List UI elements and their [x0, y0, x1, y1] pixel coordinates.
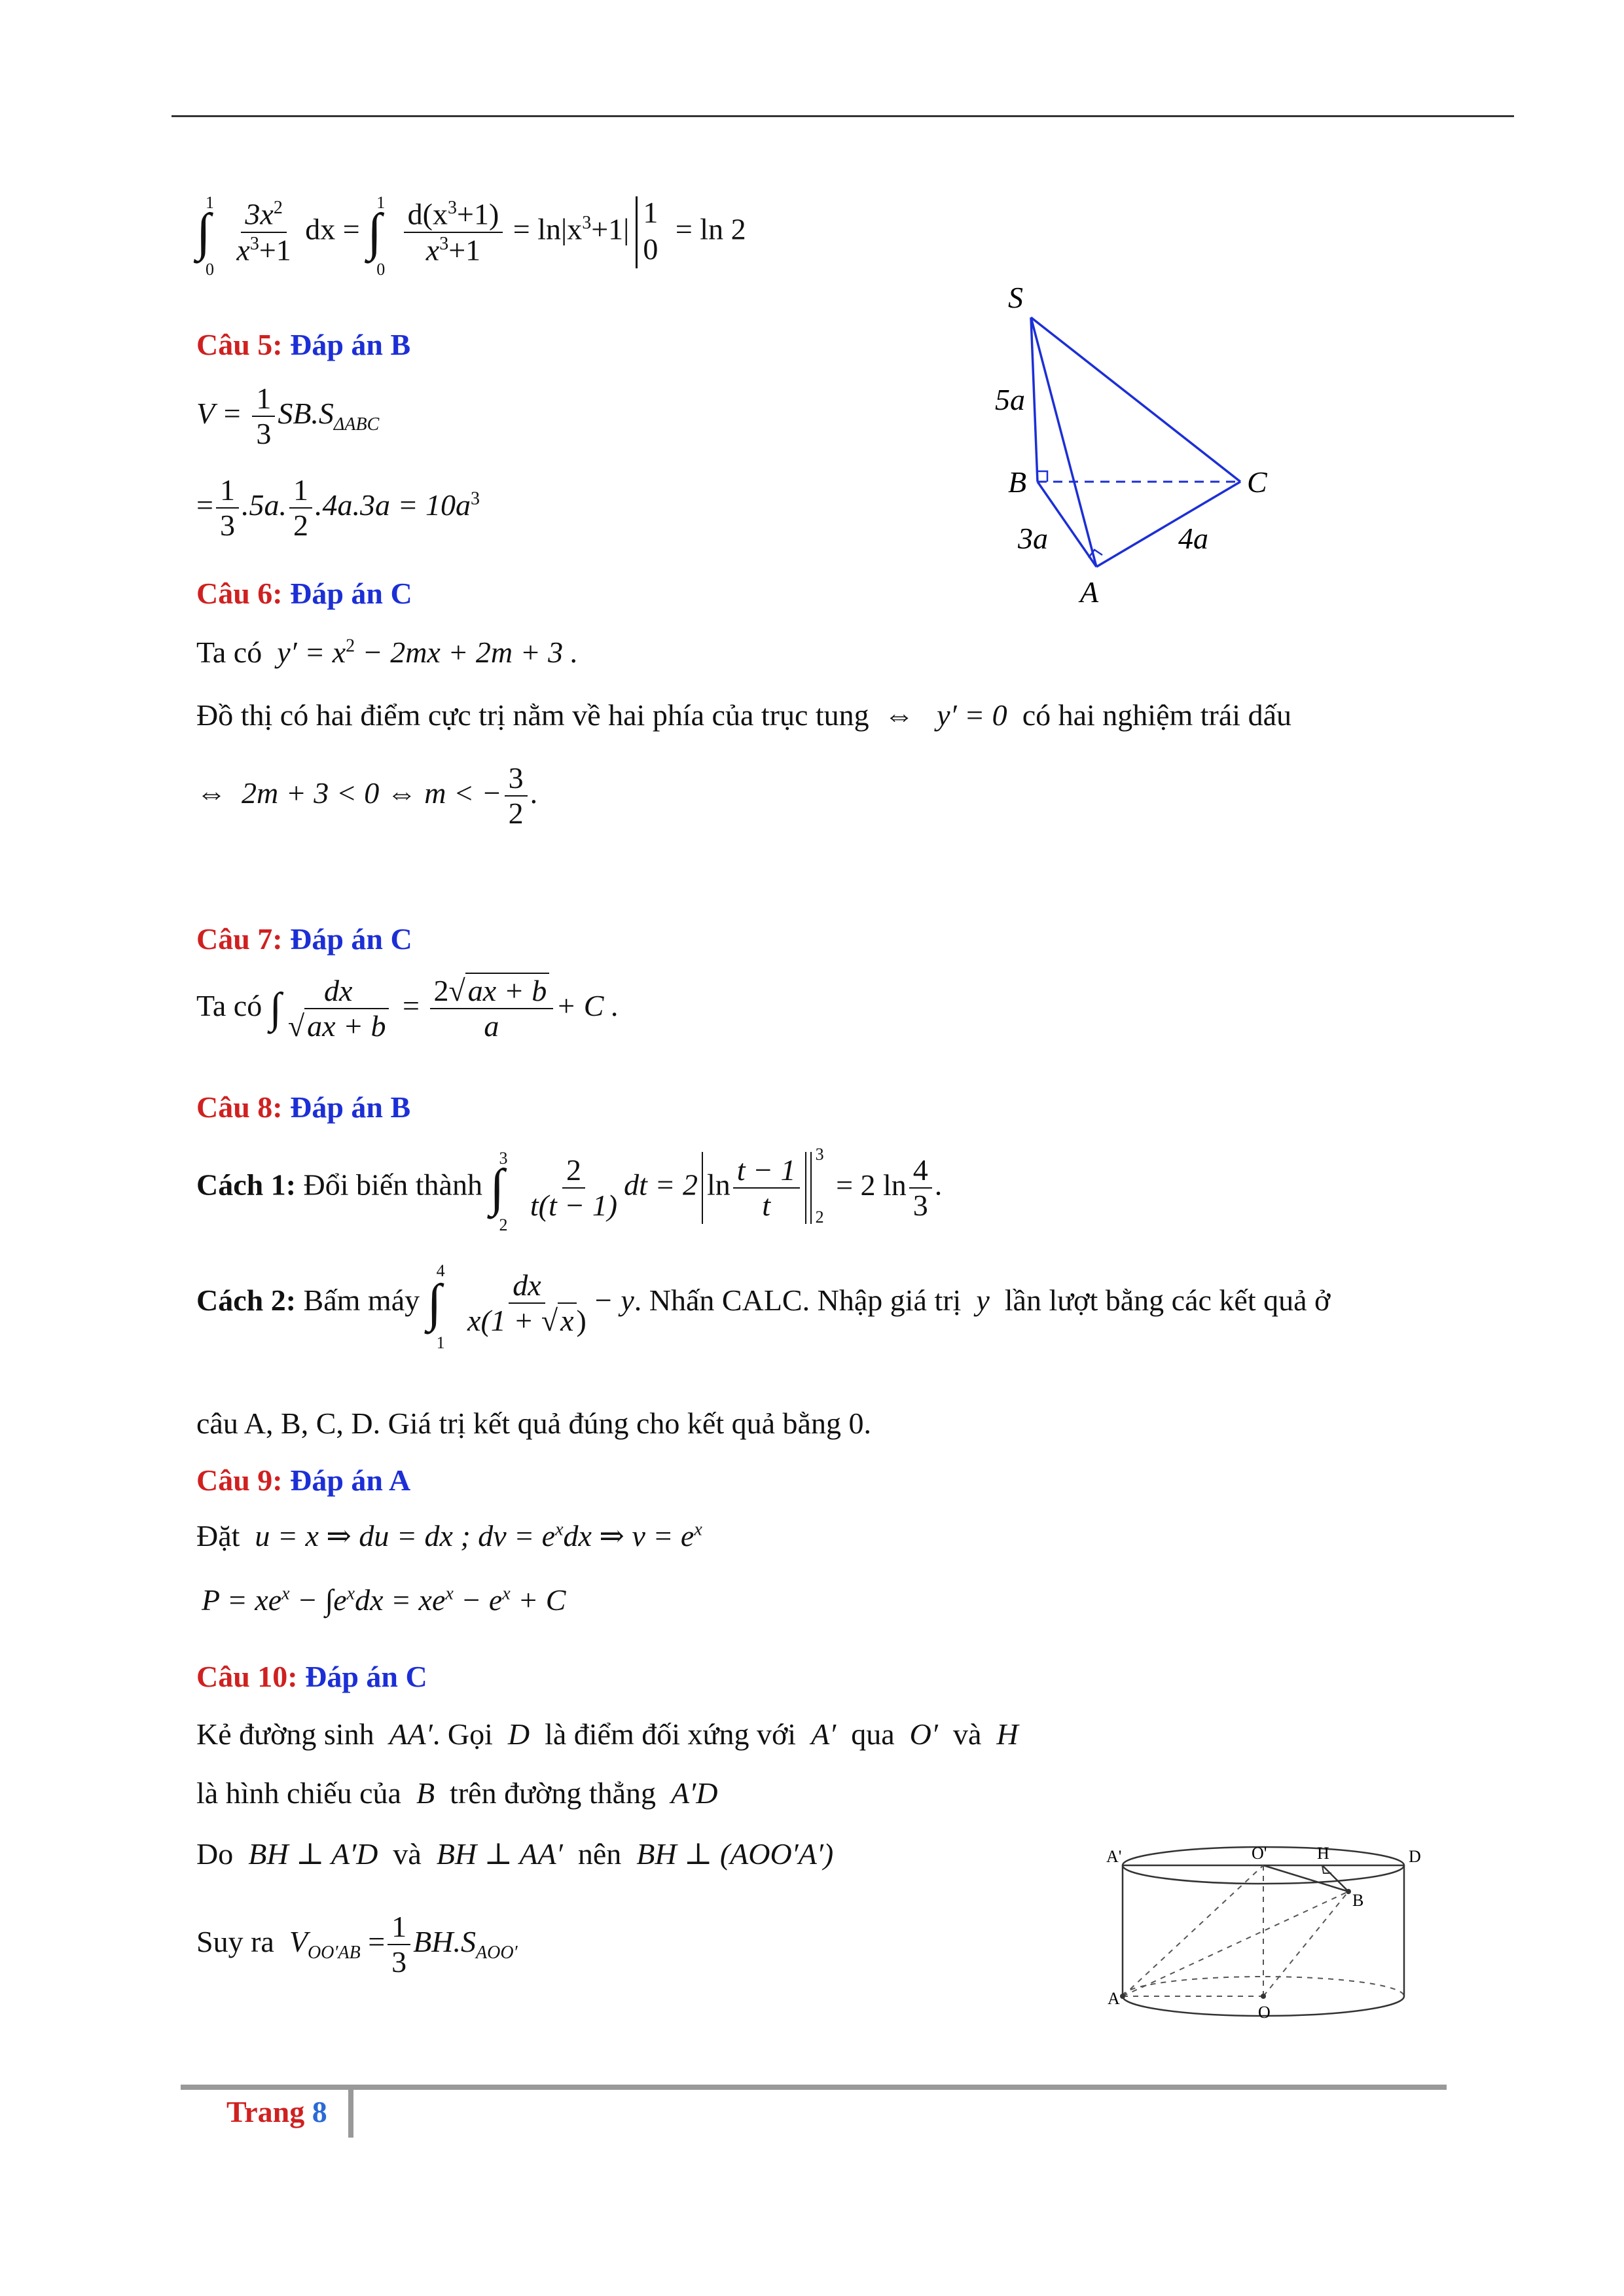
pyramid-figure [982, 275, 1322, 615]
q5-heading: Câu 5: Đáp án B [196, 328, 411, 361]
q10-heading: Câu 10: Đáp án C [196, 1660, 427, 1693]
q5-volume-result: = $\frac{1}{3}$ .5a. $\frac{1}{2}$ $.4a.3a = 10a^3$ [196, 473, 480, 543]
point-B [1346, 1889, 1351, 1894]
point-A [1120, 1994, 1125, 1999]
vertex-B: B [1008, 465, 1027, 499]
q8-method-2-cont: câu A, B, C, D. Giá trị kết quả đúng cho kết quả bằng 0. [196, 1407, 871, 1440]
label-H: H [1317, 1844, 1329, 1863]
edge-AC [1096, 482, 1240, 567]
edge-SC [1031, 317, 1240, 482]
label-B: B [1352, 1891, 1364, 1910]
q10-line-1: Kẻ đường sinh AA′. Gọi D là điểm đối xứng với A′ qua O′ và H [196, 1717, 1019, 1751]
segment-AB [1123, 1892, 1348, 1996]
footer-separator [348, 2088, 353, 2138]
q8-method-1: Cách 1: Đổi biến thành ∫ 3 2 $\frac{2}{t(t - 1)}$ dt = 2 ln $\frac{t - 1}{t}$ 3 2 = 2 ln $\frac{4}{3}$ . [196, 1145, 943, 1234]
q8-method-2: Cách 2: Bấm máy ∫ 4 1 $\frac{dx}{x(1 + √x)}$ − y. Nhấn CALC. Nhập giá trị y lần lượt bằng các kết quả ở [196, 1261, 1331, 1353]
q10-line-3: Do BH ⊥ A′D và BH ⊥ AA′ nên BH ⊥ (AOO′A′) [196, 1837, 834, 1871]
integral-sign: ∫ 1 0 [196, 193, 214, 279]
page-number: Trang 8 [226, 2095, 327, 2128]
q10-line-4: Suy ra $V_{OO'AB}$ = $\frac{1}{3}$ $BH.S_{AOO'}$ [196, 1910, 518, 1979]
label-D: D [1409, 1847, 1421, 1866]
cylinder-figure [1106, 1833, 1460, 2049]
q7-integral: Ta có ∫ $\frac{dx}{√ax + b}$ = $\frac{2√ax + b}{a}$ + C . [196, 974, 619, 1043]
length-SB: 5a [995, 383, 1025, 416]
right-angle-B [1038, 471, 1047, 482]
q9-result: $P = xe^x - \int e^xdx = xe^x - e^x + C$ [202, 1583, 566, 1617]
label-A: A [1108, 1989, 1120, 2008]
vertex-C: C [1247, 465, 1267, 499]
label-O: O [1258, 2003, 1271, 2022]
header-rule [171, 115, 1514, 117]
q5-volume-formula: V = $\frac{1}{3}$ $SB.S_{\Delta ABC}$ [196, 382, 380, 451]
q9-heading: Câu 9: Đáp án A [196, 1463, 411, 1497]
point-O [1261, 1994, 1266, 1999]
q6-condition: Đồ thị có hai điểm cực trị nằm về hai phía của trục tung ⇔ y′ = 0 có hai nghiệm trái dấu [196, 698, 1291, 732]
segment-AO [1123, 1865, 1263, 1996]
label-Ap: A' [1106, 1847, 1122, 1866]
integral-equation: ∫ 1 0 $\frac{3x^2}{x^3+1}$ dx = ∫ 1 0 $\frac{d(x^3+1)}{x^3+1}$ = $\ln|x^3+1|$ 1 0 = ln 2 [196, 193, 746, 279]
q6-result: ⇔ 2m + 3 < 0 ⇔ m < − $\frac{3}{2}$ . [196, 761, 538, 831]
label-Op: O' [1252, 1844, 1267, 1863]
vertex-S: S [1008, 281, 1023, 314]
q10-line-2: là hình chiếu của B trên đường thẳng A′D [196, 1776, 718, 1810]
q7-heading: Câu 7: Đáp án C [196, 922, 412, 956]
q9-substitution: Đặt u = x ⇒ du = dx ; dv = $e^xdx$ ⇒ $v = e^x$ [196, 1519, 702, 1552]
footer-rule [181, 2085, 1447, 2090]
vertex-A: A [1080, 575, 1099, 609]
q6-derivative: Ta có $y' = x^2 - 2mx + 2m + 3$ . [196, 636, 579, 669]
q6-heading: Câu 6: Đáp án C [196, 577, 412, 610]
length-BA: 3a [1018, 522, 1048, 555]
segment-OB-bottom [1263, 1892, 1348, 1996]
length-AC: 4a [1178, 522, 1208, 555]
integral-sign-2: ∫ 1 0 [367, 193, 386, 279]
q8-heading: Câu 8: Đáp án B [196, 1090, 411, 1124]
